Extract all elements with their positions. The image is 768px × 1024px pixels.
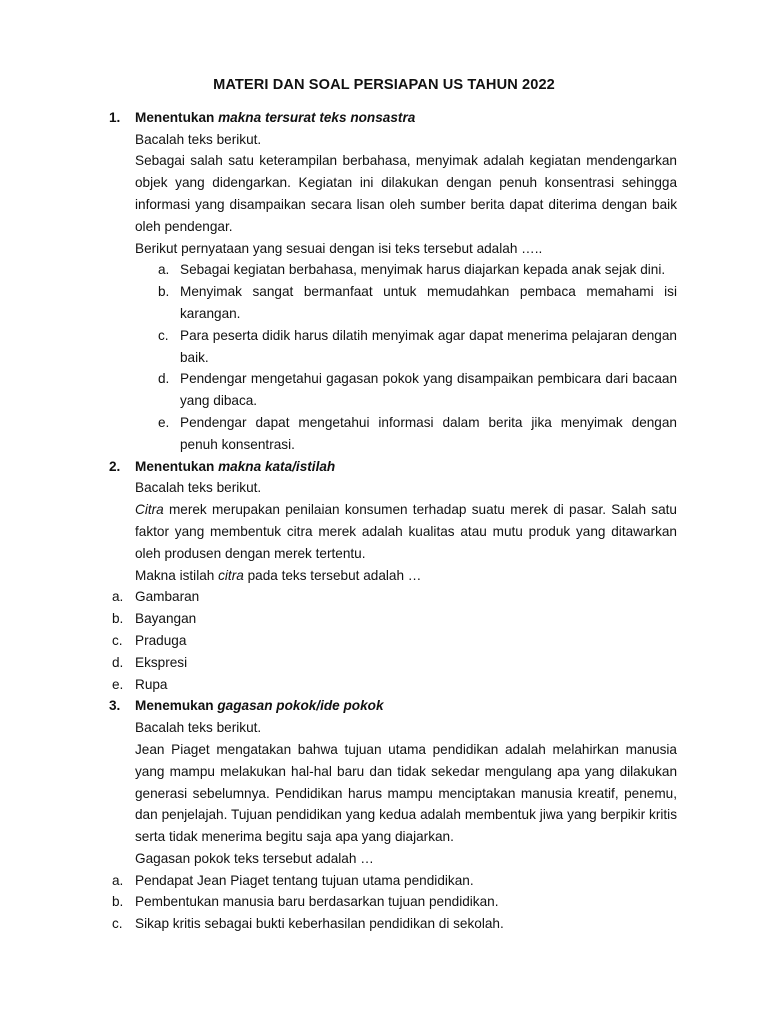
question-heading: Menentukan makna tersurat teks nonsastra [135, 109, 416, 125]
option-c[interactable] [112, 913, 677, 935]
option-letter: a. [112, 589, 124, 605]
option-letter: b. [158, 284, 170, 300]
option-text: Pendengar dapat mengetahui informasi dalam berita jika menyimak dengan penuh konsentrasi. [180, 414, 677, 452]
question-prompt: Makna istilah citra pada teks tersebut adalah … [135, 567, 422, 583]
passage: Citra merek merupakan penilaian konsumen terhadap suatu merek di pasar. Salah satu faktor yang membentuk citra merek adalah kualitas atau mutu produk yang ditawarkan oleh produsen dengan merek tertentu. [135, 502, 677, 561]
option-d[interactable] [135, 368, 677, 412]
option-letter: c. [112, 916, 123, 932]
option-text: Rupa [135, 676, 168, 692]
option-letter: e. [112, 676, 124, 692]
option-d[interactable] [112, 652, 677, 674]
option-b[interactable] [135, 281, 677, 325]
option-letter: d. [112, 654, 124, 670]
question-prompt: Gagasan pokok teks tersebut adalah … [135, 850, 374, 866]
options-list [112, 870, 677, 935]
option-c[interactable] [112, 630, 677, 652]
option-b[interactable] [112, 608, 677, 630]
page-title: MATERI DAN SOAL PERSIAPAN US TAHUN 2022 [213, 77, 555, 93]
option-letter: c. [158, 327, 169, 343]
option-a[interactable] [112, 586, 677, 608]
option-a[interactable] [112, 870, 677, 892]
option-text: Pendapat Jean Piaget tentang tujuan utama pendidikan. [135, 872, 474, 888]
option-text: Pembentukan manusia baru berdasarkan tujuan pendidikan. [135, 894, 499, 910]
option-letter: b. [112, 611, 124, 627]
options-list [135, 259, 677, 455]
question-number: 3. [109, 698, 121, 714]
option-text: Gambaran [135, 589, 200, 605]
option-text: Pendengar mengetahui gagasan pokok yang disampaikan pembicara dari bacaan yang dibaca. [180, 371, 677, 409]
instruction: Bacalah teks berikut. [135, 720, 262, 736]
question-number: 2. [109, 458, 121, 474]
passage: Jean Piaget mengatakan bahwa tujuan utama pendidikan adalah melahirkan manusia yang mampu melakukan hal-hal baru dan tidak sekedar mengulang apa yang dilakukan generasi sebelumnya. Pendidikan harus mampu menciptakan manusia kreatif, penemu, dan penjelajah. Tujuan pendidikan yang kedua adalah membentuk jiwa yang berpikir kritis serta tidak menerima begitu saja apa yang diajarkan. [135, 741, 677, 845]
option-e[interactable] [112, 674, 677, 696]
option-text: Bayangan [135, 611, 197, 627]
option-letter: a. [112, 872, 124, 888]
option-c[interactable] [135, 325, 677, 369]
option-text: Ekspresi [135, 654, 188, 670]
instruction: Bacalah teks berikut. [135, 480, 262, 496]
option-text: Menyimak sangat bermanfaat untuk memudahkan pembaca memahami isi karangan. [180, 284, 677, 321]
question-3 [109, 695, 677, 935]
option-letter: e. [158, 414, 170, 430]
question-heading: Menentukan makna kata/istilah [135, 458, 336, 474]
option-text: Para peserta didik harus dilatih menyimak agar dapat menerima pelajaran dengan baik. [180, 327, 677, 365]
option-e[interactable] [135, 412, 677, 456]
option-text: Sebagai kegiatan berbahasa, menyimak harus diajarkan kepada anak sejak dini. [180, 262, 666, 278]
instruction: Bacalah teks berikut. [135, 131, 262, 147]
option-letter: b. [112, 894, 124, 910]
passage: Sebagai salah satu keterampilan berbahasa, menyimak adalah kegiatan mendengarkan objek yang didengarkan. Kegiatan ini dilakukan dengan penuh konsentrasi sehingga informasi yang disampaikan secara lisan oleh sumber berita dapat diterima dengan baik oleh pendengar. [135, 153, 677, 234]
options-list [112, 586, 677, 695]
question-2 [109, 456, 677, 696]
question-prompt: Berikut pernyataan yang sesuai dengan isi teks tersebut adalah ….. [135, 240, 543, 256]
option-text: Sikap kritis sebagai bukti keberhasilan pendidikan di sekolah. [135, 916, 504, 932]
question-1 [109, 107, 677, 456]
question-number: 1. [109, 109, 121, 125]
option-letter: a. [158, 262, 170, 278]
question-heading: Menemukan gagasan pokok/ide pokok [135, 698, 384, 714]
option-letter: c. [112, 632, 123, 648]
option-a[interactable] [135, 259, 677, 281]
option-letter: d. [158, 371, 170, 387]
option-text: Praduga [135, 632, 187, 648]
option-b[interactable] [112, 891, 677, 913]
